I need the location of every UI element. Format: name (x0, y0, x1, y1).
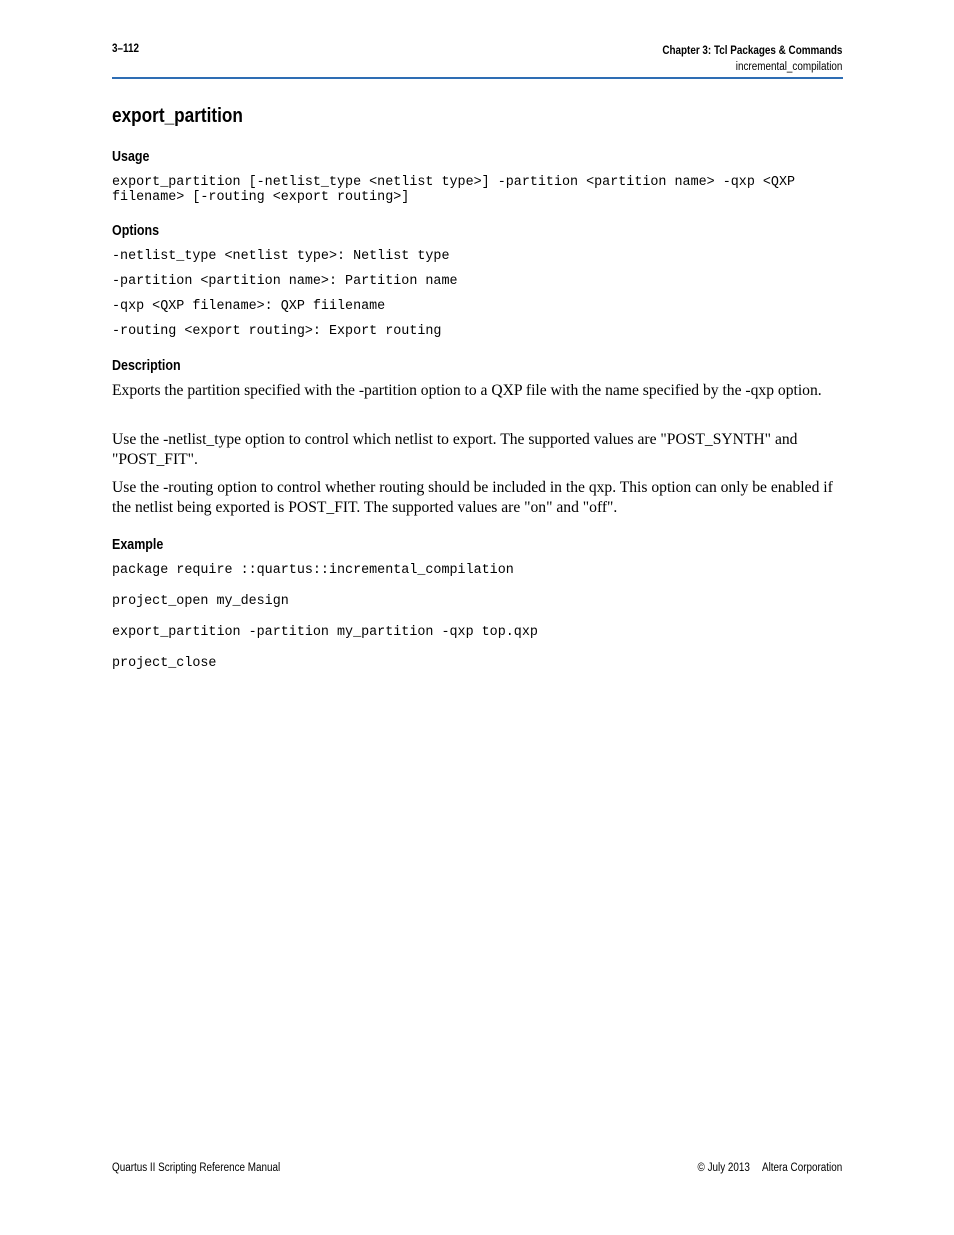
page-header (112, 42, 842, 78)
page-number: 3–112 (112, 43, 139, 55)
header-rule (112, 77, 843, 79)
footer-manual-title: Quartus II Scripting Reference Manual (112, 1162, 281, 1174)
example-line: project_close (112, 656, 217, 671)
usage-line: export_partition [-netlist_type <netlist type>] -partition <partition name> -qxp <QXP (112, 175, 796, 190)
example-line: package require ::quartus::incremental_compilation (112, 563, 514, 578)
example-line: export_partition -partition my_partition -qxp top.qxp (112, 625, 538, 640)
usage-heading: Usage (112, 149, 150, 165)
option-item: -qxp <QXP filename>: QXP fiilename (112, 299, 386, 314)
description-paragraph: Exports the partition specified with the -partition option to a QXP file with the name specified by the -qxp option. (112, 382, 822, 399)
section-title: export_partition (112, 105, 243, 127)
footer-company: Altera Corporation (761, 1162, 842, 1174)
header-section: incremental_compilation (735, 61, 842, 73)
example-line: project_open my_design (112, 594, 289, 609)
description-heading: Description (112, 358, 181, 374)
description-paragraph: Use the -netlist_type option to control which netlist to export. The supported values are "POST_SYNTH" and "POST_FIT". (112, 431, 798, 468)
option-item: -netlist_type <netlist type>: Netlist type (112, 249, 450, 264)
option-item: -partition <partition name>: Partition name (112, 274, 458, 289)
header-chapter: Chapter 3: Tcl Packages & Commands (661, 45, 842, 57)
options-heading: Options (112, 223, 160, 239)
footer-date: © July 2013 (697, 1162, 750, 1174)
usage-line: filename> [-routing <export routing>] (112, 190, 410, 205)
option-item: -routing <export routing>: Export routing (112, 324, 442, 339)
running-header (662, 43, 842, 75)
footer-copyright (697, 1162, 842, 1174)
page-footer (112, 1162, 842, 1178)
example-heading: Example (112, 537, 164, 553)
description-paragraph: Use the -routing option to control whether routing should be included in the qxp. This option can only be enabled if the netlist being exported is POST_FIT. The supported values are "on" and "off". (112, 479, 833, 516)
